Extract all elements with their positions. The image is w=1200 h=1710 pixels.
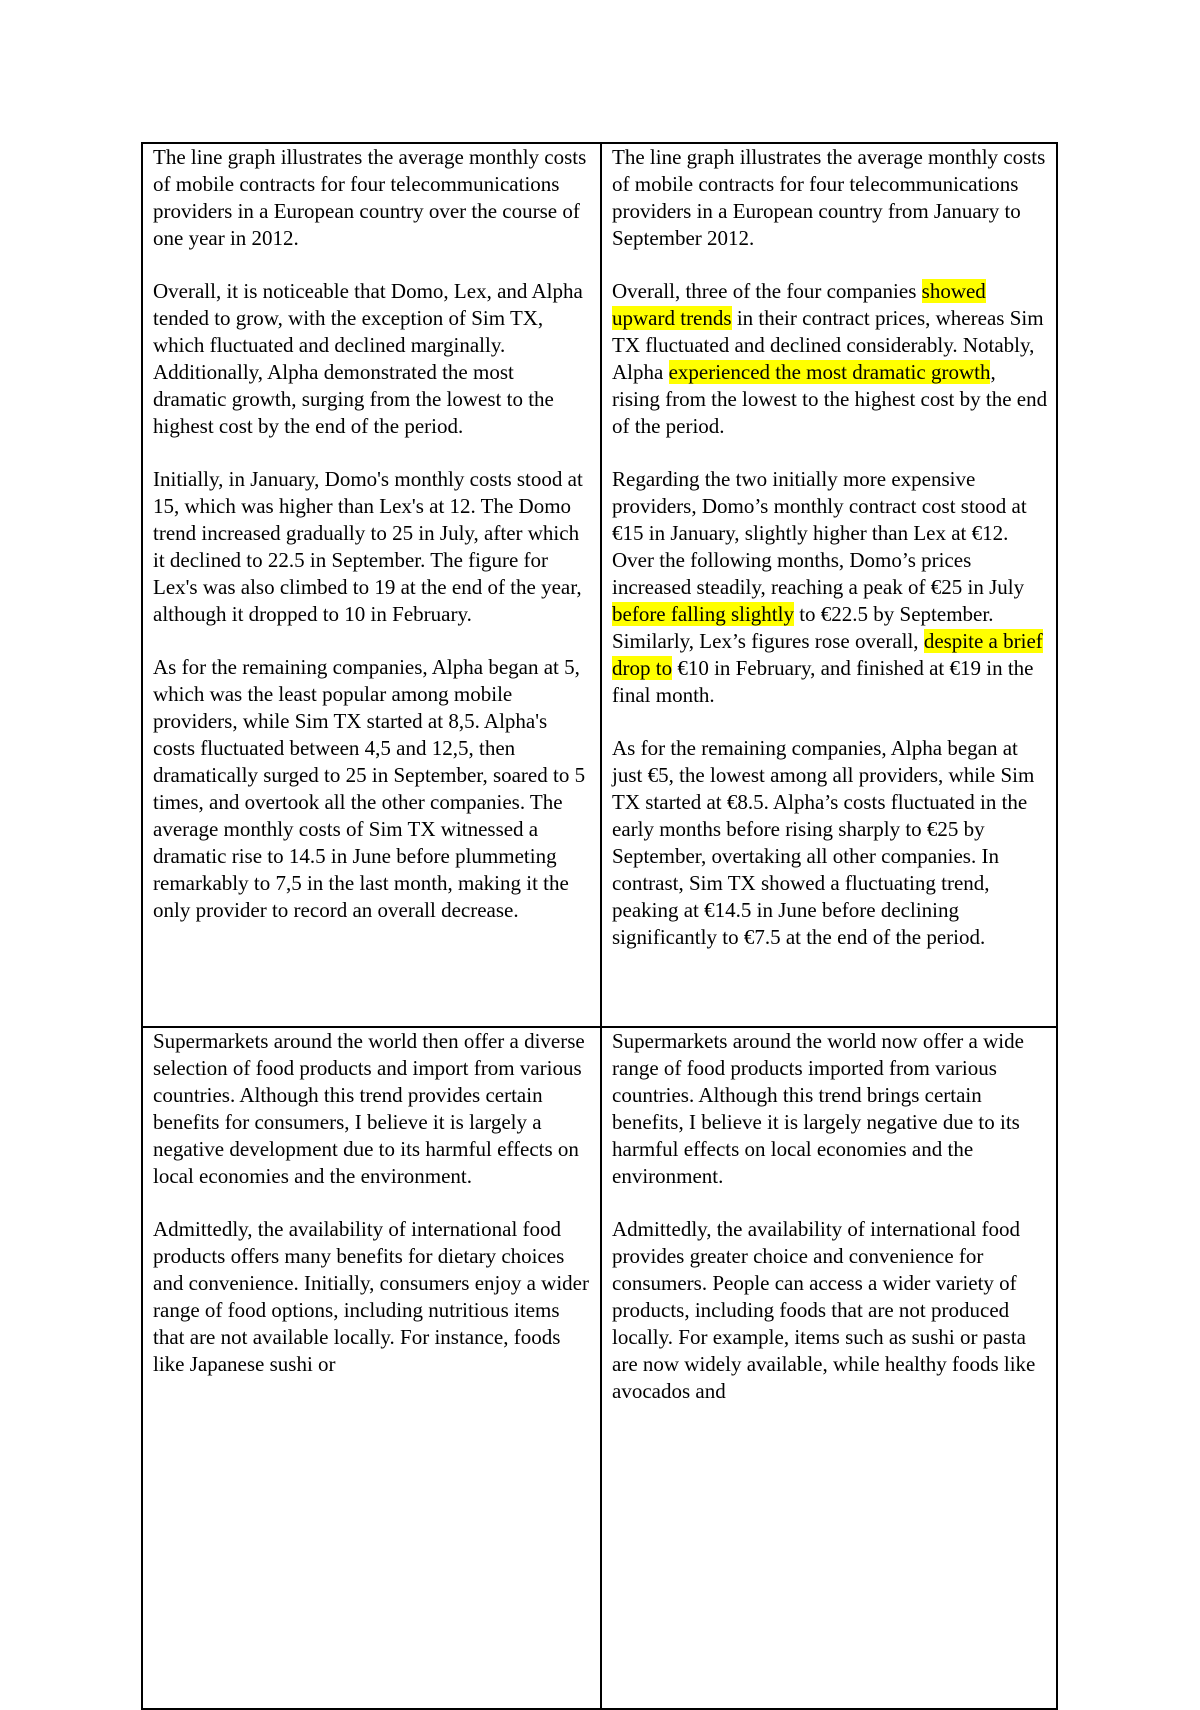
revised-graph-paragraph: As for the remaining companies, Alpha began at just €5, the lowest among all providers, while Sim TX started at €8.5. Alpha’s costs fluctuated in the early months before rising sharply to €25 by September, overtaking all other companies. In contrast, Sim TX showed a fluctuating trend, peaking at €14.5 in June before declining significantly to €7.5 at the end of the period. [612, 736, 1035, 949]
table-row [142, 143, 1057, 1027]
highlighted-phrase: experienced the most dramatic growth [668, 360, 991, 384]
original-essay-paragraph: Supermarkets around the world then offer a diverse selection of food products and import from various countries. Although this trend provides certain benefits for consumers, I believe it is largely a negative development due to its harmful effects on local economies and the environment. [153, 1029, 585, 1188]
text-run: in their contract prices, whereas Sim TX fluctuated and declined considerably. Notably, Alpha [612, 306, 1044, 384]
original-essay-cell [142, 1027, 601, 1709]
original-essay-paragraph: Admittedly, the availability of international food products offers many benefits for dietary choices and convenience. Initially, consumers enjoy a wider range of food options, including nutritious items that are not available locally. For instance, foods like Japanese sushi or [153, 1217, 589, 1376]
original-graph-paragraph: The line graph illustrates the average monthly costs of mobile contracts for four telecommunications providers in a European country over the course of one year in 2012. [153, 145, 587, 250]
highlighted-phrase: before falling slightly [612, 602, 794, 626]
original-graph-paragraph: As for the remaining companies, Alpha began at 5, which was the least popular among mobile providers, while Sim TX started at 8,5. Alpha's costs fluctuated between 4,5 and 12,5, then dramatically surged to 25 in September, soared to 5 times, and overtook all the other companies. The average monthly costs of Sim TX witnessed a dramatic rise to 14.5 in June before plummeting remarkably to 7,5 in the last month, making it the only provider to record an overall decrease. [153, 655, 586, 922]
revised-graph-cell [601, 143, 1057, 1027]
revised-essay-paragraph: Admittedly, the availability of international food provides greater choice and convenience for consumers. People can access a wider variety of products, including foods that are not produced locally. For example, items such as sushi or pasta are now widely available, while healthy foods like avocados and [612, 1217, 1036, 1403]
comparison-table [141, 142, 1058, 1710]
revised-essay-cell [601, 1027, 1057, 1709]
revised-graph-paragraph: The line graph illustrates the average monthly costs of mobile contracts for four telecommunications providers in a European country from January to September 2012. [612, 145, 1046, 250]
text-run: to €22.5 by September. Similarly, Lex’s figures rose overall, [612, 602, 994, 653]
original-graph-paragraph: Initially, in January, Domo's monthly costs stood at 15, which was higher than Lex's at 12. The Domo trend increased gradually to 25 in July, after which it declined to 22.5 in September. The figure for Lex's was also climbed to 19 at the end of the year, although it dropped to 10 in February. [153, 467, 583, 626]
original-graph-cell [142, 143, 601, 1027]
text-run: Overall, three of the four companies [612, 279, 922, 303]
table-row [142, 1027, 1057, 1709]
text-run: , rising from the lowest to the highest cost by the end of the period. [612, 360, 1048, 438]
highlighted-phrase: despite a brief drop to [612, 629, 1043, 680]
text-run: Regarding the two initially more expensive providers, Domo’s monthly contract cost stood at €15 in January, slightly higher than Lex at €12. Over the following months, Domo’s prices increased steadily, reaching a peak of €25 in July [612, 467, 1027, 599]
text-run: €10 in February, and finished at €19 in the final month. [612, 656, 1034, 707]
highlighted-phrase: showed upward trends [612, 279, 986, 330]
original-graph-paragraph: Overall, it is noticeable that Domo, Lex, and Alpha tended to grow, with the exception of Sim TX, which fluctuated and declined marginally. Additionally, Alpha demonstrated the most dramatic growth, surging from the lowest to the highest cost by the end of the period. [153, 279, 583, 438]
cell-content [612, 1028, 1048, 1708]
revised-essay-paragraph: Supermarkets around the world now offer a wide range of food products imported from various countries. Although this trend brings certain benefits, I believe it is largely negative due to its harmful effects on local economies and the environment. [612, 1029, 1024, 1188]
cell-content [153, 1028, 592, 1708]
revised-graph-paragraph [612, 466, 1048, 709]
revised-graph-paragraph [612, 278, 1048, 440]
